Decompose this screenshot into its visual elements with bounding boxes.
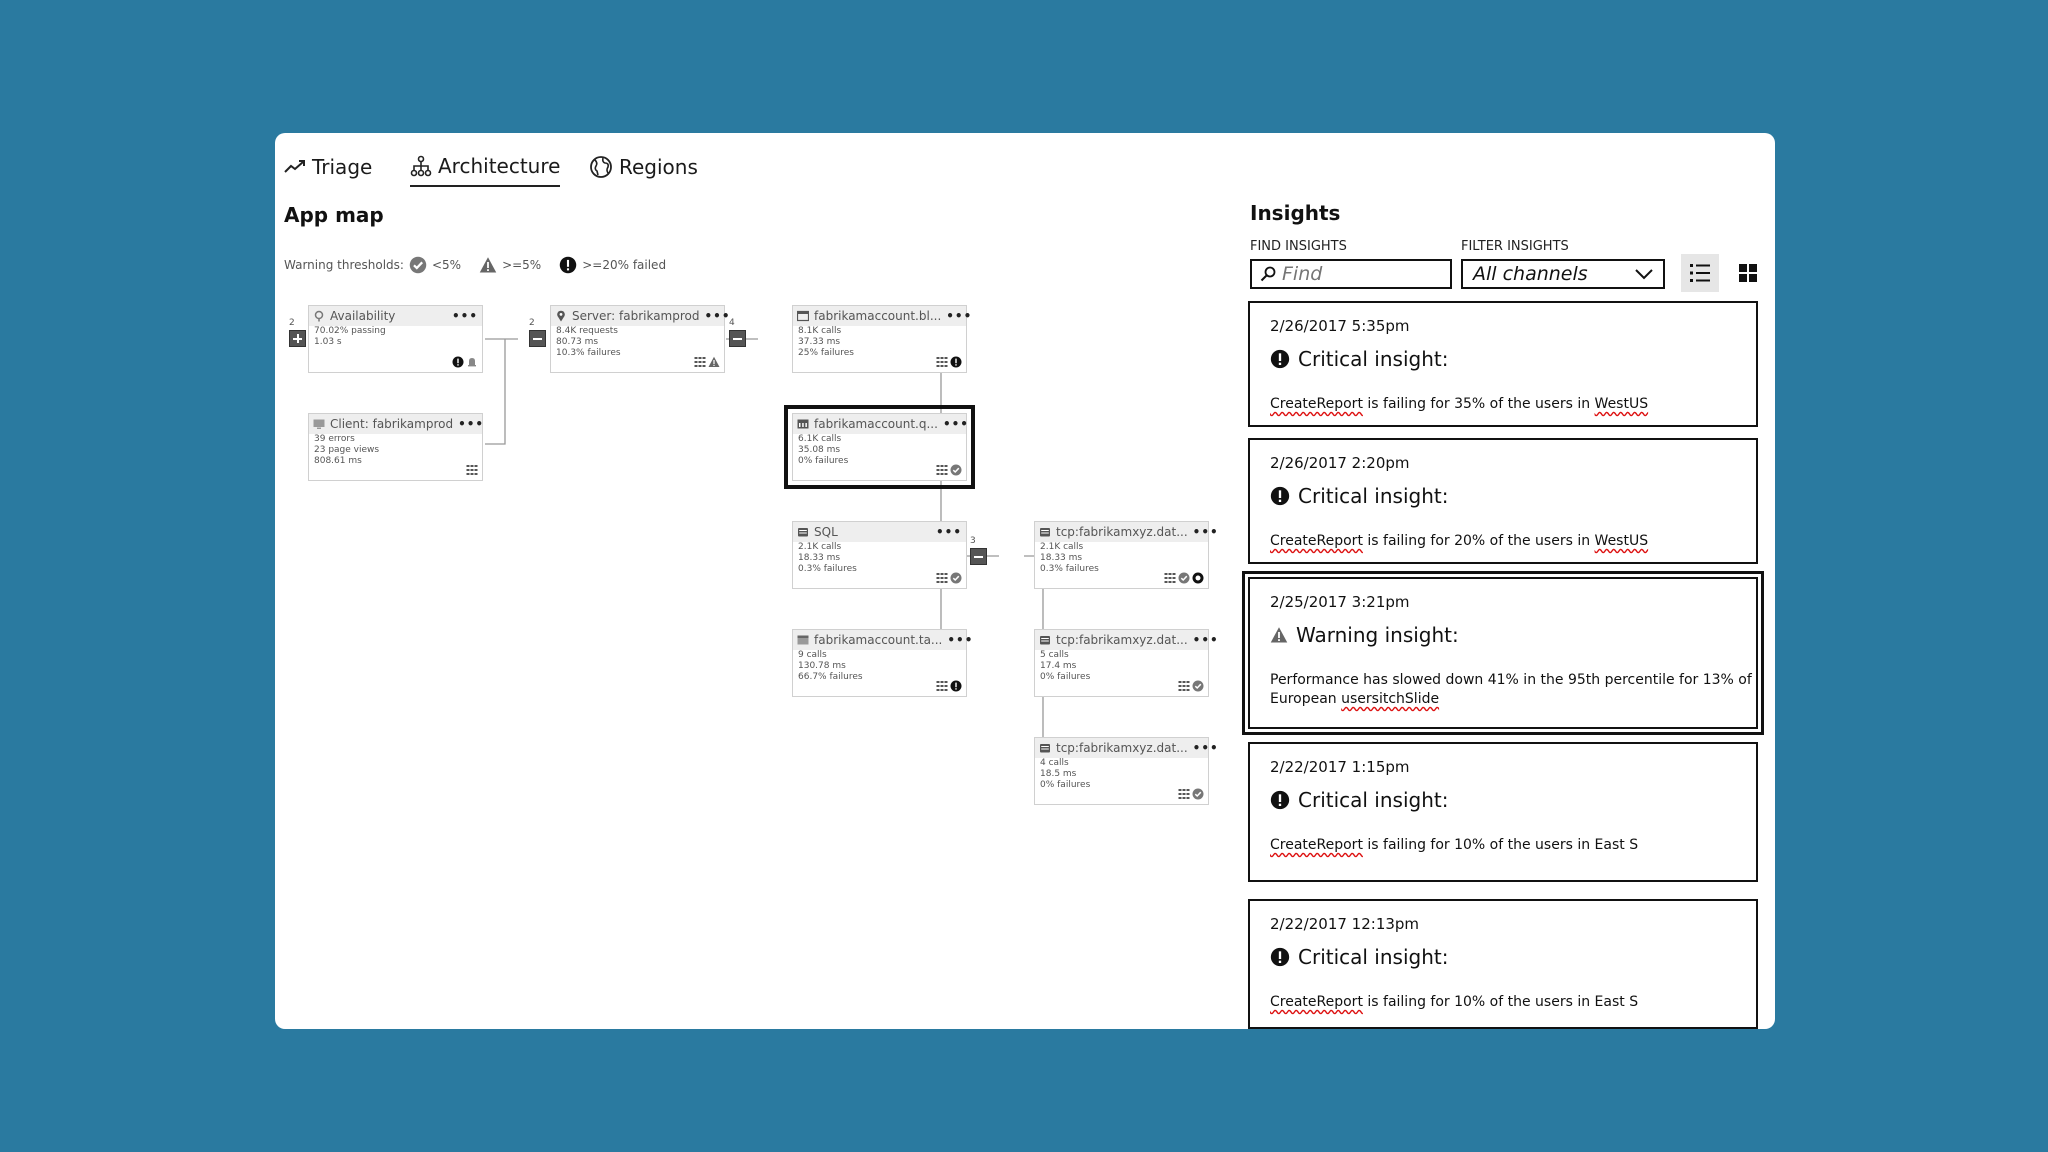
map-node-blob[interactable] [792,305,973,373]
grid-icon[interactable] [936,680,948,692]
grid-icon[interactable] [694,356,706,368]
insight-message [1270,836,1752,855]
insight-message [1270,671,1752,709]
database-icon [1039,526,1051,538]
more-options-button[interactable]: ••• [946,309,973,323]
node-title: SQL [814,525,838,539]
node-stat: 0% failures [1040,780,1091,790]
insight-message-text: Performance has slowed down 41% in the 95th percentile for 13% of European [1270,672,1752,707]
insight-severity [1270,347,1448,371]
insight-message-text: is failing for 10% of the users in East S [1362,837,1639,853]
node-stat: 0% failures [798,456,849,466]
node-title: fabrikamaccount.ta... [814,633,943,647]
node-header [1035,522,1219,542]
node-header [551,306,731,326]
map-node-availability[interactable] [308,305,483,373]
insight-message [1270,532,1752,551]
node-stat: 8.1K calls [798,326,842,336]
insight-link[interactable]: CreateReport [1270,533,1363,549]
insight-card[interactable] [1248,301,1758,427]
map-node-tcp2[interactable] [1034,629,1219,697]
find-input[interactable] [1282,263,1432,285]
more-options-button[interactable]: ••• [942,417,969,431]
insight-link[interactable]: CreateReport [1270,837,1363,853]
node-title: tcp:fabrikamxyz.dat... [1056,633,1188,647]
page-title: App map [284,203,384,227]
insight-severity [1270,945,1448,969]
expand-availability-button[interactable] [289,330,306,347]
check-circle-icon [1192,680,1204,692]
insight-link[interactable]: CreateReport [1270,396,1363,412]
insight-severity-label: Critical insight: [1298,347,1449,371]
queue-icon [797,418,809,430]
node-header [309,306,482,326]
dependencies-count: 4 [729,318,735,328]
insight-severity-label: Critical insight: [1298,788,1449,812]
search-icon [1260,266,1276,282]
more-options-button[interactable]: ••• [458,417,485,431]
node-stat: 66.7% failures [798,672,863,682]
node-stat: 808.61 ms [314,456,362,466]
node-stat: 8.4K requests [556,326,618,336]
map-node-tcp3[interactable] [1034,737,1219,805]
thresholds-label: Warning thresholds: [284,258,404,272]
node-stat: 35.08 ms [798,445,841,455]
insight-card[interactable] [1248,577,1758,729]
collapse-sql-button[interactable] [970,548,987,565]
node-title: tcp:fabrikamxyz.dat... [1056,741,1188,755]
availability-count: 2 [289,318,295,328]
tab-label: Triage [312,155,373,179]
insight-severity-label: Warning insight: [1296,623,1459,647]
insight-severity-label: Critical insight: [1298,484,1449,508]
node-stat: 0.3% failures [1040,564,1099,574]
more-options-button[interactable]: ••• [935,525,962,539]
node-stat: 39 errors [314,434,355,444]
insight-link[interactable]: CreateReport [1270,994,1363,1010]
bell-icon [466,356,478,368]
node-stat: 9 calls [798,650,827,660]
insight-link[interactable]: usersitchSlide [1341,691,1440,707]
node-stat: 25% failures [798,348,854,358]
grid-icon[interactable] [1164,572,1176,584]
grid-icon[interactable] [466,464,478,476]
storage-icon [797,310,809,322]
node-stat: 1.03 s [314,337,342,347]
insight-date: 2/22/2017 1:15pm [1270,758,1410,776]
check-circle-icon [1178,572,1190,584]
insight-date: 2/25/2017 3:21pm [1270,593,1410,611]
list-icon [1689,263,1711,283]
map-node-sql[interactable] [792,521,967,589]
map-node-server[interactable] [550,305,731,373]
threshold-fail: >=20% failed [582,258,667,272]
channel-filter-select[interactable] [1461,259,1665,289]
server-count: 2 [529,318,535,328]
insight-message-text: is failing for 35% of the users in [1362,396,1595,412]
tab-label: Architecture [438,154,561,178]
node-stat: 2.1K calls [1040,542,1084,552]
insight-link[interactable]: WestUS [1594,533,1649,549]
table-icon [797,634,809,646]
node-stat: 17.4 ms [1040,661,1077,671]
node-header [1035,630,1219,650]
error-icon [950,680,962,692]
node-header [793,306,973,326]
monitor-icon [313,418,325,430]
node-header [793,522,966,542]
grid-icon[interactable] [936,356,948,368]
find-insights-label: FIND INSIGHTS [1250,239,1347,254]
node-header [1035,738,1219,758]
database-icon [1039,742,1051,754]
node-stat: 0.3% failures [798,564,857,574]
sql-count: 3 [970,536,976,546]
more-options-button[interactable]: ••• [947,633,974,647]
critical-icon [1270,947,1290,967]
insight-card[interactable] [1248,438,1758,564]
more-options-button[interactable]: ••• [1192,741,1219,755]
more-options-button[interactable]: ••• [704,309,731,323]
insights-title: Insights [1250,201,1341,225]
insight-message [1270,993,1752,1012]
database-icon [1039,634,1051,646]
node-header [309,414,485,434]
channel-filter-value: All channels [1473,263,1588,285]
collapse-server-button[interactable] [529,330,546,347]
insight-message-text: is failing for 20% of the users in [1362,533,1595,549]
map-node-table[interactable] [792,629,974,697]
node-stat: 6.1K calls [798,434,842,444]
node-header [793,630,974,650]
node-stat: 0% failures [1040,672,1091,682]
node-stat: 130.78 ms [798,661,846,671]
error-icon [452,356,464,368]
grid-view-button[interactable] [1729,254,1767,292]
warning-icon [708,356,720,368]
insight-link[interactable]: WestUS [1594,396,1649,412]
node-title: tcp:fabrikamxyz.dat... [1056,525,1188,539]
map-node-tcp1[interactable] [1034,521,1219,589]
threshold-warn: >=5% [502,258,542,272]
warning-icon [1270,626,1288,644]
pin-icon [313,310,325,322]
insight-card[interactable] [1248,899,1758,1029]
node-title: fabrikamaccount.q... [814,417,938,431]
insight-severity-label: Critical insight: [1298,945,1449,969]
node-title: fabrikamaccount.bl... [814,309,942,323]
tab-label: Regions [619,155,698,179]
more-options-button[interactable]: ••• [1192,633,1219,647]
app-window [275,133,1775,1029]
check-circle-icon [950,572,962,584]
target-icon [1192,572,1204,584]
map-node-queue[interactable] [792,413,967,481]
location-icon [555,310,567,322]
node-title: Client: fabrikamprod [330,417,454,431]
collapse-dependencies-button[interactable] [729,330,746,347]
node-stat: 5 calls [1040,650,1069,660]
node-title: Server: fabrikamprod [572,309,700,323]
critical-icon [1270,349,1290,369]
check-circle-icon [1192,788,1204,800]
node-stat: 80.73 ms [556,337,599,347]
insight-date: 2/26/2017 2:20pm [1270,454,1410,472]
insight-date: 2/26/2017 5:35pm [1270,317,1410,335]
node-stat: 10.3% failures [556,348,621,358]
grid-icon[interactable] [936,572,948,584]
node-stat: 18.5 ms [1040,769,1077,779]
node-stat: 4 calls [1040,758,1069,768]
insight-severity [1270,788,1448,812]
insight-card[interactable] [1248,742,1758,882]
map-node-client[interactable] [308,413,483,481]
node-stat: 2.1K calls [798,542,842,552]
more-options-button[interactable]: ••• [451,309,478,323]
more-options-button[interactable]: ••• [1192,525,1219,539]
grid-icon[interactable] [936,464,948,476]
critical-icon [1270,790,1290,810]
node-stat: 18.33 ms [1040,553,1083,563]
filter-insights-label: FILTER INSIGHTS [1461,239,1569,254]
insight-severity [1270,623,1459,647]
node-stat: 70.02% passing [314,326,386,336]
node-stat: 18.33 ms [798,553,841,563]
check-circle-icon [950,464,962,476]
node-header [793,414,969,434]
threshold-ok: <5% [431,258,462,272]
chevron-down-icon [1635,268,1653,280]
database-icon [797,526,809,538]
insight-severity [1270,484,1448,508]
grid-icon [1739,264,1757,282]
insight-message-text: is failing for 10% of the users in East S [1362,994,1639,1010]
find-insights-input[interactable] [1250,259,1452,289]
node-stat: 23 page views [314,445,380,455]
error-icon [950,356,962,368]
list-view-button[interactable] [1681,254,1719,292]
grid-icon[interactable] [1178,680,1190,692]
insight-date: 2/22/2017 12:13pm [1270,915,1420,933]
node-title: Availability [330,309,396,323]
insight-message [1270,395,1752,414]
critical-icon [1270,486,1290,506]
grid-icon[interactable] [1178,788,1190,800]
node-stat: 37.33 ms [798,337,841,347]
